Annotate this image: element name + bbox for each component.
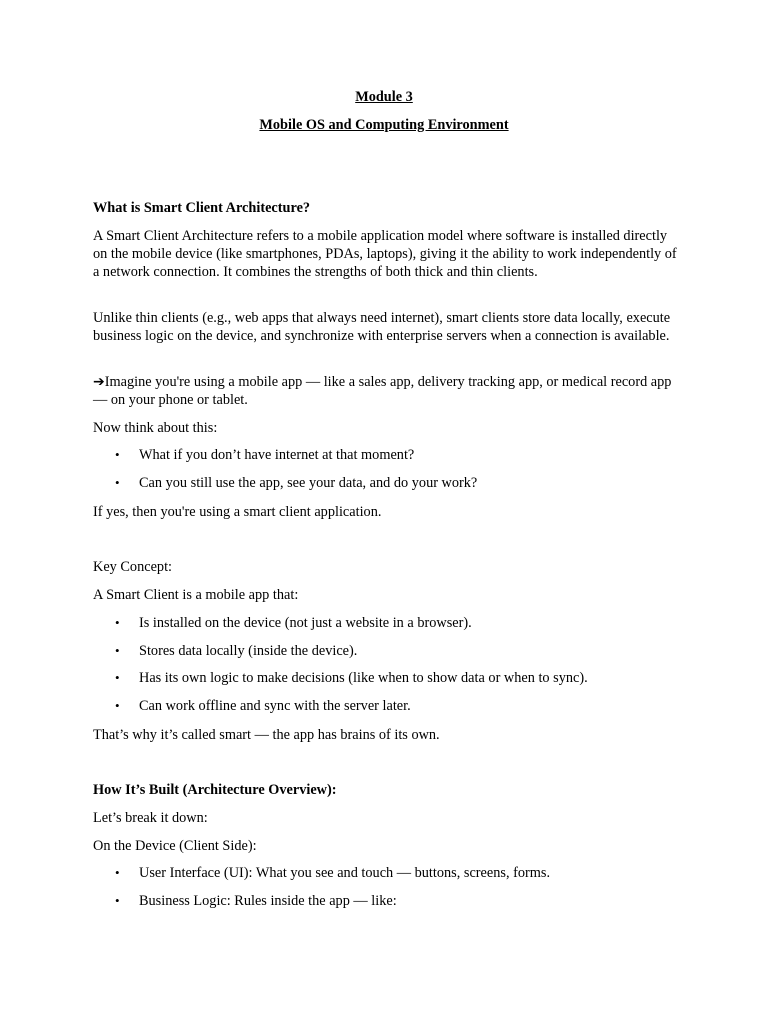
document-subtitle: Mobile OS and Computing Environment [259, 117, 509, 133]
conclusion-paragraph: If yes, then you're using a smart client application. [93, 504, 382, 520]
bullet-icon: • [115, 865, 120, 880]
bullet-icon: • [115, 893, 120, 908]
bullet-icon: • [115, 475, 120, 490]
imagine-text: Imagine you're using a mobile app — like a sales app, delivery tracking app, or medical record app — on your phone or tablet. [93, 374, 672, 408]
bullet-icon: • [115, 698, 120, 713]
list-item: • Can you still use the app, see your data, and do your work? [115, 475, 478, 491]
arrow-icon: ➔ [93, 374, 105, 390]
imagine-paragraph [93, 373, 678, 409]
list-item: • Business Logic: Rules inside the app — like: [115, 893, 397, 909]
think-paragraph: Now think about this: [93, 420, 218, 436]
list-item: • Can work offline and sync with the server later. [115, 698, 411, 714]
list-item: • Is installed on the device (not just a website in a browser). [115, 615, 472, 631]
bullet-icon: • [115, 615, 120, 630]
list-item: • What if you don’t have internet at that moment? [115, 447, 415, 463]
list-item: • Stores data locally (inside the device). [115, 643, 358, 659]
key-concept-heading: Key Concept: [93, 559, 173, 575]
key-concept-intro: A Smart Client is a mobile app that: [93, 587, 299, 603]
thin-client-paragraph: Unlike thin clients (e.g., web apps that always need internet), smart clients store data locally, execute business logic on the device, and synchronize with enterprise servers when a connection is available. [93, 310, 671, 344]
bullet-icon: • [115, 447, 120, 462]
client-side-paragraph: On the Device (Client Side): [93, 838, 257, 854]
definition-paragraph: A Smart Client Architecture refers to a mobile application model where software is installed directly on the mobile device (like smartphones, PDAs, laptops), giving it the ability to work independently of a network connection. It combines the strengths of both thick and thin clients. [93, 228, 677, 280]
list-item: • User Interface (UI): What you see and touch — buttons, screens, forms. [115, 865, 551, 881]
closing-paragraph: That’s why it’s called smart — the app has brains of its own. [93, 727, 440, 743]
breakdown-paragraph: Let’s break it down: [93, 810, 208, 826]
architecture-heading: How It’s Built (Architecture Overview): [93, 782, 337, 798]
list-item: • Has its own logic to make decisions (like when to show data or when to sync). [115, 670, 588, 686]
bullet-icon: • [115, 670, 120, 685]
bullet-icon: • [115, 643, 120, 658]
smart-client-heading: What is Smart Client Architecture? [93, 200, 311, 216]
module-title: Module 3 [355, 89, 413, 105]
